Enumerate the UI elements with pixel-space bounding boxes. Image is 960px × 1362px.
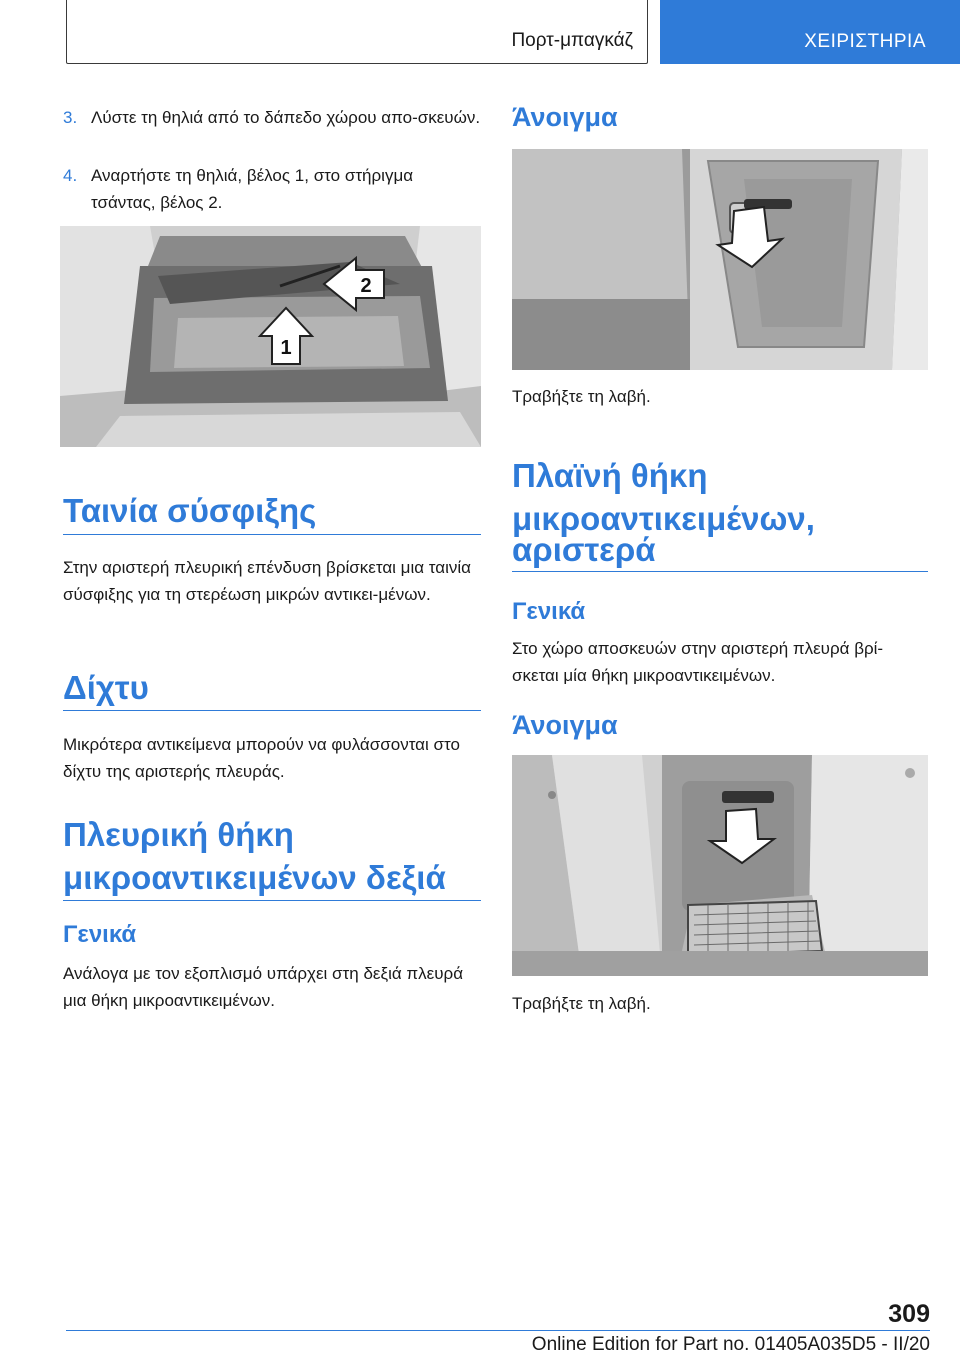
section-heading-net: Δίχτυ — [63, 669, 149, 706]
step-text: Αναρτήστε τη θηλιά, βέλος 1, στο στήριγμα τσάντας, βέλος 2. — [91, 166, 414, 212]
header-chapter-box[interactable] — [660, 0, 960, 64]
section-rule — [63, 900, 481, 901]
footer-rule — [66, 1330, 930, 1331]
callout-2: 2 — [360, 275, 372, 297]
page-number: 309 — [888, 1300, 930, 1328]
section-body-left-compartment: Στο χώρο αποσκευών στην αριστερή πλευρά βρί-σκεται μία θήκη μικροαντικειμένων. — [512, 639, 884, 685]
compartment-handle-illustration — [512, 149, 928, 370]
header-section-box — [66, 0, 648, 64]
trunk-cover-illustration — [60, 226, 481, 447]
footer-edition: Online Edition for Part no. 01405A035D5 - II/20 — [531, 1334, 930, 1355]
subheading-general: Γενικά — [512, 598, 586, 625]
trunk-cover-figure — [60, 226, 481, 447]
caption-pull-handle-1: Τραβήξτε τη λαβή. — [512, 387, 651, 406]
header-section-title: Πορτ-μπαγκάζ — [511, 30, 633, 51]
section-heading-left-compartment-line2: μικροαντικειμένων, — [512, 500, 815, 537]
step-4 — [63, 162, 481, 216]
subheading-general: Γενικά — [63, 921, 137, 948]
step-number: 3. — [63, 108, 78, 127]
compartment-net-illustration — [512, 755, 928, 976]
net-pocket-icon — [688, 901, 822, 955]
section-rule — [63, 534, 481, 535]
section-heading-right-compartment-line1: Πλευρική θήκη — [63, 816, 294, 853]
section-heading-left-compartment-line1: Πλαϊνή θήκη — [512, 457, 708, 494]
subheading-opening: Άνοιγμα — [512, 710, 618, 740]
section-heading-right-compartment-line2: μικροαντικειμένων δεξιά — [63, 859, 446, 896]
section-rule — [63, 710, 481, 711]
compartment-handle-figure — [512, 149, 928, 370]
step-number: 4. — [63, 166, 78, 185]
step-3 — [63, 104, 481, 131]
section-heading-left-compartment-line3: αριστερά — [512, 531, 656, 568]
section-heading-strap: Ταινία σύσφιξης — [63, 492, 317, 529]
callout-1: 1 — [280, 337, 292, 359]
subheading-opening: Άνοιγμα — [512, 102, 618, 132]
section-rule — [512, 571, 928, 572]
step-text: Λύστε τη θηλιά από το δάπεδο χώρου απο-σκευών. — [91, 108, 481, 127]
compartment-net-figure — [512, 755, 928, 976]
section-body-net: Μικρότερα αντικείμενα μπορούν να φυλάσσονται στο δίχτυ της αριστερής πλευράς. — [63, 735, 460, 781]
header-chapter-title: ΧΕΙΡΙΣΤΗΡΙΑ — [804, 31, 926, 52]
section-body-strap: Στην αριστερή πλευρική επένδυση βρίσκεται μια ταινία σύσφιξης για τη στερέωση μικρών αντικει-μένων. — [63, 558, 471, 604]
section-body-right-compartment: Ανάλογα με τον εξοπλισμό υπάρχει στη δεξιά πλευρά μια θήκη μικροαντικειμένων. — [63, 964, 464, 1010]
caption-pull-handle-2: Τραβήξτε τη λαβή. — [512, 994, 651, 1013]
